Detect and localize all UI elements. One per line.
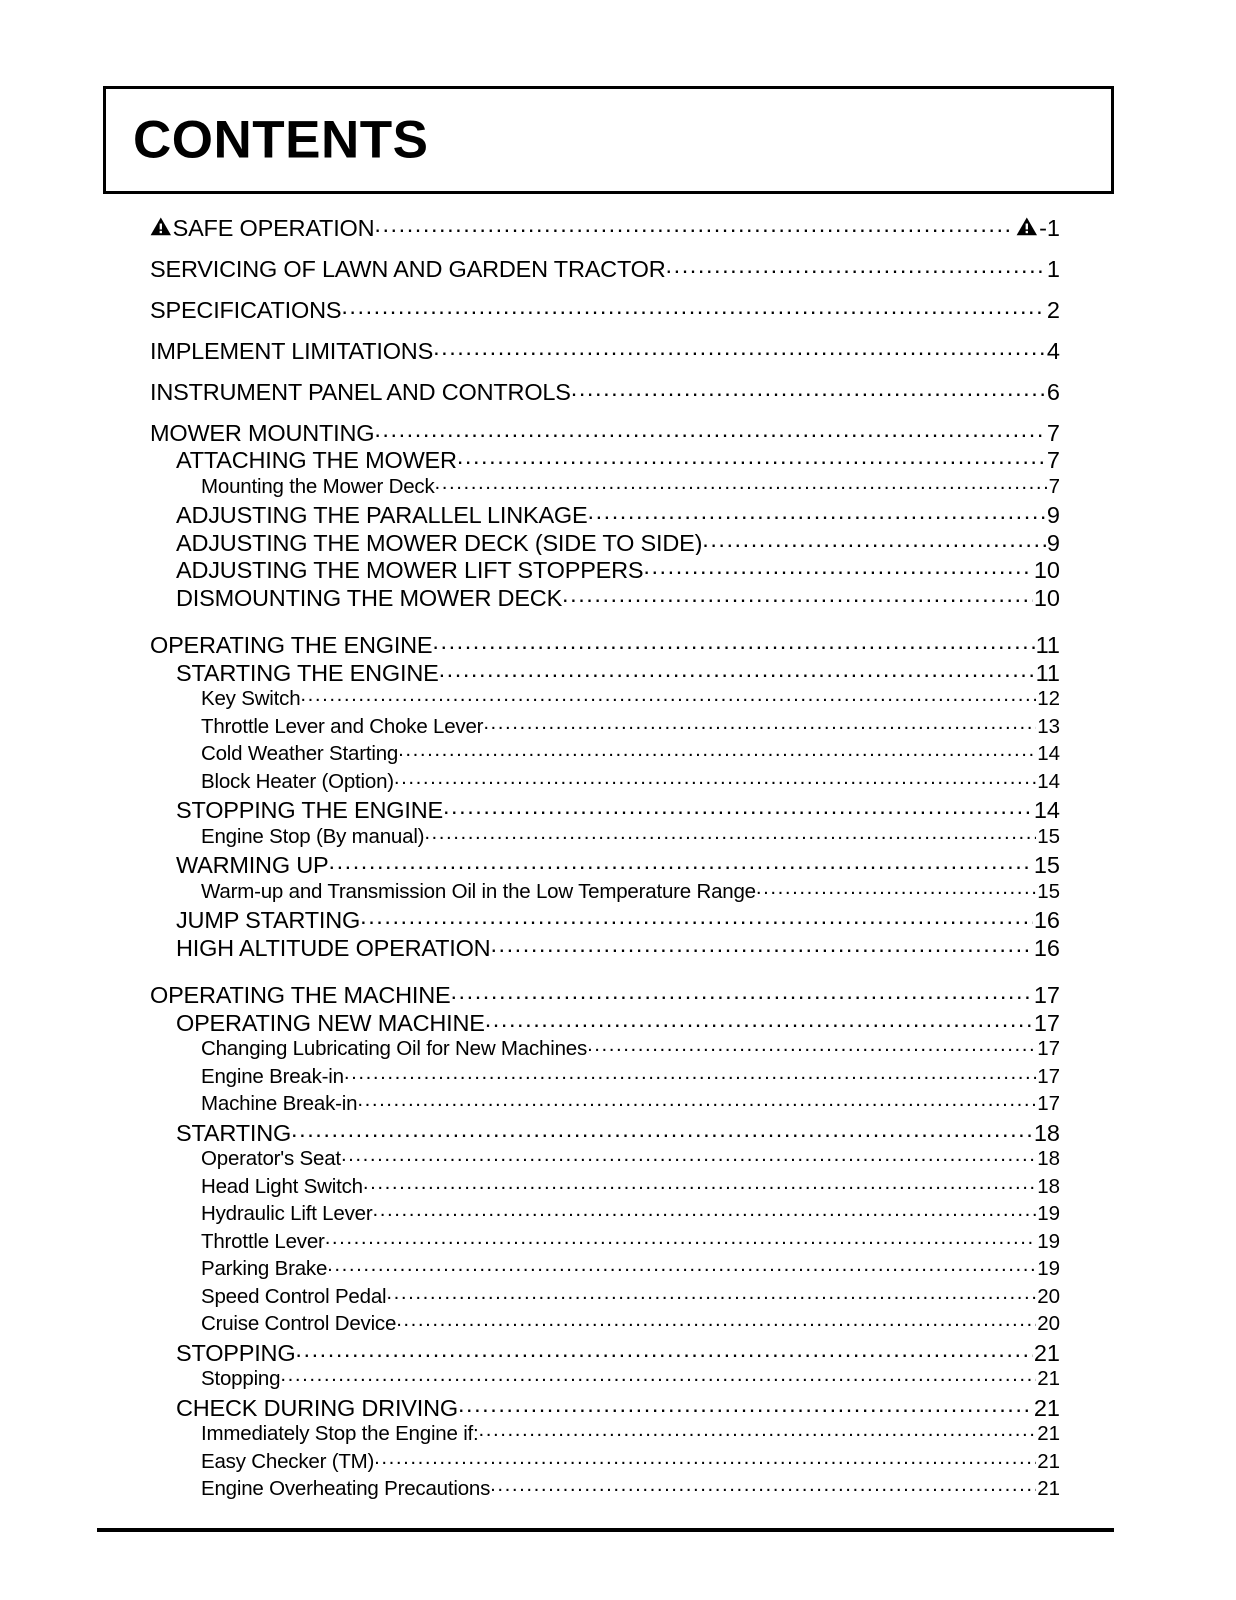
toc-entry-page-number: 17	[1033, 1009, 1060, 1035]
toc-dot-leader	[372, 1200, 1036, 1221]
toc-entry-page-number: -1	[1039, 214, 1060, 241]
toc-dot-leader	[341, 1145, 1036, 1166]
toc-dot-leader	[363, 1172, 1036, 1193]
toc-entry-page-number: 7	[1046, 419, 1060, 445]
toc-dot-leader	[328, 850, 1032, 874]
toc-entry-page-number: 10	[1033, 557, 1060, 582]
toc-entry-label: Machine Break-in	[201, 1092, 358, 1115]
toc-entry-label: Cruise Control Device	[201, 1312, 397, 1335]
toc-entry[interactable]	[0, 850, 1060, 878]
toc-entry[interactable]	[0, 1310, 1060, 1338]
toc-entry-label: Head Light Switch	[201, 1174, 363, 1198]
toc-dot-leader	[374, 1447, 1036, 1468]
toc-entry-page-number: 11	[1035, 659, 1060, 685]
toc-dot-leader	[443, 795, 1033, 819]
toc-entry-page-number: 19	[1037, 1202, 1060, 1225]
toc-entry[interactable]	[0, 1255, 1060, 1283]
toc-entry-label: STARTING	[176, 1119, 292, 1145]
toc-dot-leader	[702, 527, 1046, 551]
toc-dot-leader	[433, 335, 1046, 359]
toc-entry-label: SAFE OPERATION	[172, 214, 375, 241]
toc-entry[interactable]	[0, 795, 1060, 823]
toc-dot-leader	[424, 822, 1036, 843]
toc-entry[interactable]	[0, 1420, 1060, 1448]
toc-entry-page-number: 14	[1033, 797, 1060, 822]
warning-triangle-icon	[1016, 217, 1038, 236]
toc-dot-leader	[490, 932, 1032, 956]
toc-dot-leader	[341, 294, 1046, 318]
toc-entry-page-number: 16	[1033, 907, 1060, 932]
toc-dot-leader	[398, 740, 1036, 761]
toc-entry-page-number: 15	[1033, 852, 1060, 877]
toc-entry[interactable]	[0, 657, 1060, 685]
toc-entry[interactable]	[0, 1447, 1060, 1475]
toc-entry[interactable]	[0, 822, 1060, 850]
toc-entry-label: Engine Stop (By manual)	[201, 824, 425, 848]
toc-entry[interactable]	[0, 1062, 1060, 1090]
toc-entry[interactable]	[0, 417, 1060, 445]
toc-dot-leader	[300, 685, 1036, 706]
toc-entry-page-number: 21	[1037, 1477, 1060, 1500]
toc-entry-label: Easy Checker (TM)	[201, 1449, 375, 1473]
toc-entry-page-number: 14	[1037, 742, 1060, 765]
toc-dot-leader	[479, 1420, 1037, 1441]
toc-entry-page-number: 16	[1033, 934, 1060, 960]
toc-dot-leader	[374, 417, 1046, 441]
toc-dot-leader	[439, 657, 1035, 681]
footer-divider	[97, 1528, 1114, 1532]
toc-entry-page-number: 21	[1037, 1449, 1060, 1473]
toc-entry[interactable]	[0, 932, 1060, 960]
toc-dot-leader	[291, 1117, 1033, 1141]
table-of-contents	[0, 212, 1236, 1502]
toc-entry[interactable]	[0, 1227, 1060, 1255]
toc-entry-label: Engine Overheating Precautions	[201, 1477, 491, 1500]
toc-entry[interactable]	[0, 1365, 1060, 1393]
toc-entry-page-number: 21	[1037, 1422, 1060, 1445]
toc-entry-label: SERVICING OF LAWN AND GARDEN TRACTOR	[150, 255, 666, 282]
toc-entry-page-number: 10	[1033, 584, 1060, 610]
toc-group-separator	[0, 960, 1236, 980]
toc-entry-page-number: 1	[1046, 255, 1060, 282]
toc-entry-label: MOWER MOUNTING	[150, 419, 375, 445]
toc-entry[interactable]	[0, 1337, 1060, 1365]
toc-entry-label: STOPPING THE ENGINE	[176, 797, 443, 822]
toc-entry-label: Speed Control Pedal	[201, 1284, 387, 1308]
toc-entry-page-number: 12	[1037, 687, 1060, 710]
toc-entry[interactable]	[0, 905, 1060, 933]
toc-entry-label: Block Heater (Option)	[201, 769, 394, 793]
toc-entry[interactable]	[0, 1172, 1060, 1200]
toc-entry-page-number: 18	[1033, 1119, 1060, 1145]
toc-entry-page-number: 13	[1037, 714, 1060, 738]
toc-dot-leader	[394, 767, 1036, 788]
toc-entry-page-number: 19	[1037, 1229, 1060, 1253]
toc-entry[interactable]	[0, 500, 1060, 528]
toc-entry[interactable]	[0, 1007, 1060, 1035]
toc-entry[interactable]	[0, 582, 1060, 610]
toc-entry-label: Hydraulic Lift Lever	[201, 1202, 373, 1225]
contents-title-box	[103, 86, 1114, 194]
toc-entry-label: Parking Brake	[201, 1257, 328, 1280]
toc-entry[interactable]	[0, 1035, 1060, 1063]
toc-entry-label: ADJUSTING THE PARALLEL LINKAGE	[176, 502, 588, 527]
toc-dot-leader	[360, 905, 1033, 929]
toc-dot-leader	[562, 582, 1033, 606]
toc-entry-label: SPECIFICATIONS	[150, 296, 342, 323]
toc-entry[interactable]	[0, 1475, 1060, 1503]
toc-dot-leader	[666, 253, 1046, 277]
toc-entry-page-number: 21	[1037, 1367, 1060, 1390]
toc-entry-label: JUMP STARTING	[176, 907, 361, 932]
toc-entry-label: Immediately Stop the Engine if:	[201, 1422, 479, 1445]
toc-dot-leader	[435, 472, 1048, 493]
toc-entry-label: ATTACHING THE MOWER	[176, 447, 457, 472]
toc-dot-leader	[432, 630, 1034, 654]
toc-dot-leader	[490, 1475, 1036, 1496]
toc-entry[interactable]	[0, 685, 1060, 713]
toc-dot-leader	[357, 1090, 1036, 1111]
toc-dot-leader	[485, 1007, 1033, 1031]
toc-entry-label: Stopping	[201, 1367, 281, 1390]
toc-entry-page-number: 4	[1046, 337, 1060, 364]
toc-entry[interactable]	[0, 1392, 1060, 1420]
toc-entry[interactable]	[0, 1145, 1060, 1173]
toc-entry-label: Mounting the Mower Deck	[201, 474, 435, 498]
toc-dot-leader	[571, 376, 1046, 400]
toc-entry-label: Throttle Lever	[201, 1229, 325, 1253]
toc-entry-page-number: 19	[1037, 1257, 1060, 1280]
toc-entry[interactable]	[0, 980, 1060, 1008]
toc-entry[interactable]	[0, 1200, 1060, 1228]
toc-entry[interactable]	[0, 1090, 1060, 1118]
toc-dot-leader	[327, 1255, 1036, 1276]
toc-entry[interactable]	[0, 445, 1060, 473]
toc-entry-page-number: 2	[1046, 296, 1060, 323]
toc-dot-leader	[396, 1310, 1036, 1331]
toc-entry-page-number: 17	[1037, 1064, 1060, 1088]
toc-dot-leader	[374, 212, 1012, 236]
toc-dot-leader	[280, 1365, 1036, 1386]
toc-dot-leader	[756, 877, 1036, 898]
warning-triangle-icon	[150, 217, 172, 236]
toc-entry-page-number: 18	[1037, 1174, 1060, 1198]
toc-entry-page-number: 20	[1037, 1312, 1060, 1335]
toc-entry[interactable]	[0, 555, 1060, 583]
toc-dot-leader	[587, 1035, 1036, 1056]
toc-entry[interactable]	[0, 472, 1060, 500]
toc-dot-leader	[457, 445, 1046, 469]
toc-entry-page-number: 21	[1033, 1394, 1060, 1420]
toc-entry-label: DISMOUNTING THE MOWER DECK	[176, 584, 563, 610]
toc-entry-label: CHECK DURING DRIVING	[176, 1394, 458, 1420]
toc-entry-page-number: 21	[1033, 1339, 1060, 1365]
toc-entry-label: INSTRUMENT PANEL AND CONTROLS	[150, 378, 571, 405]
toc-entry-label: Operator's Seat	[201, 1147, 341, 1170]
toc-entry-page-number: 7	[1048, 474, 1060, 498]
toc-entry-label: Changing Lubricating Oil for New Machines	[201, 1037, 588, 1060]
toc-entry-page-number: 9	[1046, 502, 1060, 527]
toc-dot-leader	[386, 1282, 1036, 1303]
toc-dot-leader	[325, 1227, 1037, 1248]
toc-dot-leader	[344, 1062, 1036, 1083]
toc-entry[interactable]	[0, 767, 1060, 795]
toc-entry-page-number: 14	[1037, 769, 1060, 793]
toc-entry-page-number: 7	[1046, 447, 1060, 472]
toc-entry-label: ADJUSTING THE MOWER DECK (SIDE TO SIDE)	[176, 529, 703, 555]
toc-entry[interactable]	[0, 1117, 1060, 1145]
toc-entry[interactable]	[0, 740, 1060, 768]
toc-dot-leader	[450, 980, 1032, 1004]
toc-dot-leader	[643, 555, 1032, 579]
toc-entry-page-number: 17	[1037, 1037, 1060, 1060]
toc-entry-page-number: 17	[1037, 1092, 1060, 1115]
toc-entry-label: OPERATING THE ENGINE	[150, 632, 433, 657]
toc-entry[interactable]	[0, 294, 1060, 335]
toc-entry[interactable]	[0, 712, 1060, 740]
toc-entry-page-number: 6	[1046, 378, 1060, 405]
toc-entry-page-number: 15	[1037, 824, 1060, 848]
toc-entry-page-number: 9	[1046, 529, 1060, 555]
toc-entry[interactable]	[0, 1282, 1060, 1310]
toc-entry[interactable]	[0, 335, 1060, 376]
toc-dot-leader	[458, 1392, 1033, 1416]
toc-entry-label: HIGH ALTITUDE OPERATION	[176, 934, 491, 960]
toc-dot-leader	[483, 712, 1036, 733]
toc-entry-page-number: 18	[1037, 1147, 1060, 1170]
toc-entry[interactable]	[0, 212, 1060, 253]
toc-entry-page-number: 17	[1033, 982, 1060, 1007]
toc-entry-label: OPERATING THE MACHINE	[150, 982, 451, 1007]
toc-entry[interactable]	[0, 376, 1060, 417]
toc-entry[interactable]	[0, 630, 1060, 658]
toc-entry-label: Engine Break-in	[201, 1064, 344, 1088]
toc-dot-leader	[587, 500, 1045, 524]
toc-group-separator	[0, 610, 1236, 630]
toc-entry-label: Throttle Lever and Choke Lever	[201, 714, 484, 738]
toc-entry[interactable]	[0, 527, 1060, 555]
toc-entry-label: STOPPING	[176, 1339, 296, 1365]
toc-entry-label: WARMING UP	[176, 852, 329, 877]
toc-entry-label: ADJUSTING THE MOWER LIFT STOPPERS	[176, 557, 644, 582]
toc-entry-label: STARTING THE ENGINE	[176, 659, 439, 685]
toc-dot-leader	[295, 1337, 1032, 1361]
toc-entry-label: Cold Weather Starting	[201, 742, 399, 765]
toc-entry-page-number: 15	[1037, 879, 1060, 903]
page-title: CONTENTS	[133, 110, 429, 170]
toc-entry-page-number: 20	[1037, 1284, 1060, 1308]
toc-entry-label: IMPLEMENT LIMITATIONS	[150, 337, 434, 364]
toc-entry[interactable]	[0, 253, 1060, 294]
toc-entry-label: Warm-up and Transmission Oil in the Low Temperature Range	[201, 879, 756, 903]
toc-entry-label: OPERATING NEW MACHINE	[176, 1009, 485, 1035]
toc-entry-page-number: 11	[1035, 632, 1060, 657]
toc-entry[interactable]	[0, 877, 1060, 905]
toc-entry-label: Key Switch	[201, 687, 301, 710]
